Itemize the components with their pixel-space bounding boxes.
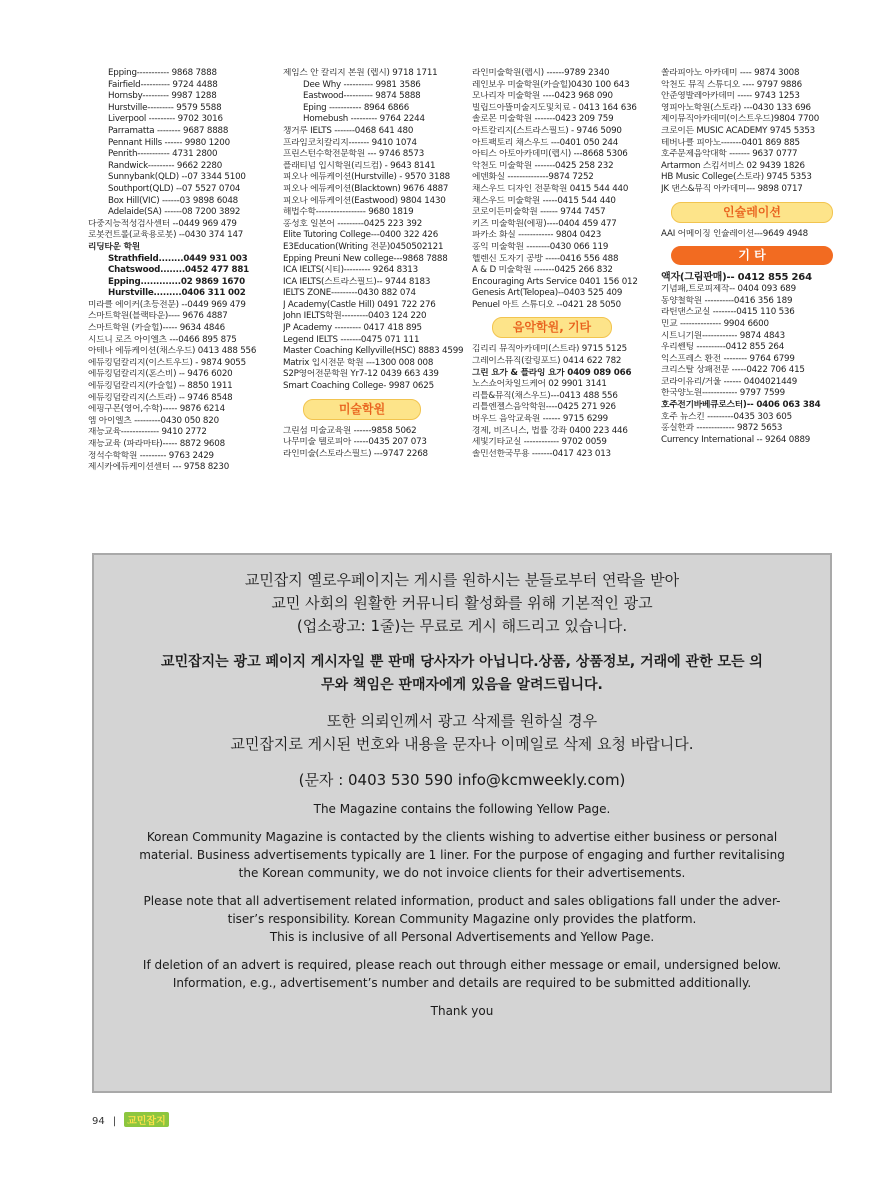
section-heading-others: 기 타 — [671, 246, 833, 265]
notice-english-line: material. Business advertisements typically are 1 liner. For the purpose of engaging and further revitalising — [139, 848, 785, 862]
listing-row: John IELTS학원---------0403 124 220 — [283, 311, 427, 322]
listing-row: A & D 미술학원 -------0425 266 832 — [472, 265, 613, 276]
listing-row: 버우드 음악교육원 ------ 9715 6299 — [472, 414, 609, 425]
notice-thanks: Thank you — [430, 1004, 494, 1018]
listing-row: 익스프레스 환전 -------- 9764 6799 — [661, 353, 795, 364]
notice-english-line: the Korean community, we do not invoice clients for their advertisements. — [238, 866, 686, 880]
listing-row: 테버나클 피아노-------0401 869 885 — [661, 137, 800, 148]
listing-row: 그레이스뮤직(칼링포드) 0414 622 782 — [472, 356, 622, 367]
listing-row: 김리리 뮤직아카데미(스트라) 9715 5125 — [472, 344, 627, 355]
notice-korean-line: 교민 사회의 원활한 커뮤니티 활성화를 위해 기본적인 광고 — [271, 594, 653, 612]
listing-row: Epping----------- 9868 7888 — [108, 68, 217, 78]
listing-row: 아테나 에듀케이션(채스우드) 0413 488 556 — [88, 346, 257, 357]
listing-row: 한국양노원------------ 9797 7599 — [661, 388, 785, 399]
listing-row: Artarmon 스킴서비스 02 9439 1826 — [661, 160, 805, 171]
notice-korean-line: 또한 의뢰인께서 광고 삭제를 원하실 경우 — [326, 712, 598, 730]
listing-row: 스마트학원(블랙타운)---- 9676 4887 — [88, 311, 228, 322]
listing-row: Homebush --------- 9764 2244 — [303, 114, 425, 125]
listing-row: 리틀엔젤스음악학원----0425 271 926 — [472, 402, 616, 413]
listing-row: Eastwood---------- 9874 5888 — [303, 91, 421, 102]
listing-row: Master Coaching Kellyville(HSC) 8883 4599 — [283, 346, 464, 357]
listing-row: E3Education(Writing 전문)0450502121 — [283, 241, 444, 252]
listing-row: Sunnybank(QLD) --07 3344 5100 — [108, 172, 246, 183]
listing-row: 솔로몬 미술학원 -------0423 209 759 — [472, 114, 614, 125]
listing-row: 정석수학학원 --------- 9763 2429 — [88, 450, 214, 461]
notice-korean-line: 교민잡지 옐로우페이지는 게시를 원하시는 분들로부터 연락을 받아 — [244, 571, 680, 589]
notice-english-line: Korean Community Magazine is contacted by the clients wishing to advertise either business or personal — [146, 830, 778, 844]
notice-english-line: tiser’s responsibility. Korean Community Magazine only provides the platform. — [227, 912, 697, 926]
listing-row: Box Hill(VIC) ------03 9898 6048 — [108, 195, 238, 206]
listing-row: ICA IELTS(스트라스필드)-- 9744 8183 — [283, 276, 431, 287]
listing-row: 아티스 아토아카데미(렙시) ---8668 5306 — [472, 149, 628, 160]
listing-row: 세빛기타교실 ------------ 9702 0059 — [472, 437, 607, 448]
listing-row: 코라이유리/거울 ------ 0404021449 — [661, 376, 798, 387]
listing-row: 동양철학원 ----------0416 356 189 — [661, 295, 793, 306]
listing-row: JK 댄스&뮤직 아카데미--- 9898 0717 — [661, 183, 803, 194]
page-footer — [92, 1112, 169, 1127]
listing-row: 라인미술학원(렙시) ------9789 2340 — [472, 68, 610, 78]
listing-row: 홍실한과 ------------- 9872 5653 — [661, 423, 783, 434]
listing-row: 피오나 에듀케이션(Blacktown) 9676 4887 — [283, 183, 449, 194]
listing-row: 빌립드아뜰미술지도및치료 - 0413 164 636 — [472, 102, 637, 113]
listing-row: Penrith----------- 4731 2800 — [108, 149, 218, 160]
listing-row: 경제, 비즈니스, 법률 강좌 0400 223 446 — [472, 425, 628, 436]
listing-row: 제임스 안 칼리지 본원 (렙시) 9718 1711 — [283, 68, 438, 78]
listing-row: Matrix 입시전문 학원 ---1300 008 008 — [283, 357, 434, 368]
listing-row: Hornsby--------- 9987 1288 — [108, 91, 217, 102]
listing-row: 에듀킹덤칼리지(스트라) -- 9746 8548 — [88, 392, 233, 403]
listing-row: 안준영발레아카데미 ----- 9743 1253 — [661, 91, 800, 102]
listing-row: ICA IELTS(시티)--------- 9264 8313 — [283, 265, 418, 276]
listing-row: 기념패,트로피제작-- 0404 093 689 — [661, 284, 796, 295]
listing-row: Penuel 아트 스튜디오 --0421 28 5050 — [472, 299, 621, 310]
listing-row: 아트칼리지(스트라스필드) - 9746 5090 — [472, 125, 622, 136]
listing-row: 피오나 에듀케이션(Hurstville) - 9570 3188 — [283, 172, 450, 183]
column-2 — [283, 68, 471, 460]
listing-row: Epping Preuni New college---9868 7888 — [283, 253, 448, 264]
listing-row: 채스우드 디자인 전문학원 0415 544 440 — [472, 183, 629, 194]
listing-row: Legend IELTS -------0475 071 111 — [283, 334, 420, 345]
listing-row: 헬렌신 도자기 공방 -----0416 556 488 — [472, 253, 619, 264]
listing-row: 호주 뉴스킨 ---------0435 303 605 — [661, 411, 792, 422]
listing-row: 리틀&뮤직(채스우드)---0413 488 556 — [472, 390, 618, 401]
listing-row: 민교 -------------- 9904 6600 — [661, 318, 769, 329]
page-number: 94 — [92, 1116, 105, 1127]
listing-row: 크리스탈 상패전문 -----0422 706 415 — [661, 365, 805, 376]
listing-row: 그린섬 미술교육원 ------9858 5062 — [283, 425, 417, 436]
notice-english-intro: The Magazine contains the following Yellow Page. — [313, 802, 611, 816]
listing-row: HB Music College(스토라) 9745 5353 — [661, 172, 812, 183]
column-1 — [88, 68, 265, 474]
listing-row: 에핑구몬(영어,수학)----- 9876 6214 — [88, 404, 225, 415]
listing-row: 홍성호 일본어 ---------0425 223 392 — [283, 218, 423, 229]
listing-row: 라인미술(스토라스필드) ---9747 2268 — [283, 448, 428, 459]
listing-row: 에듀킹덤칼리지(혼스비) -- 9476 6020 — [88, 369, 233, 380]
listing-row: 호주문제음악대학 ------- 9637 0777 — [661, 149, 798, 160]
listing-row: Fairfield---------- 9724 4488 — [108, 79, 218, 90]
listing-row: Elite Tutoring College---0400 322 426 — [283, 230, 439, 241]
listing-row: 라틴댄스교실 --------0415 110 536 — [661, 307, 795, 318]
column-4 — [661, 68, 841, 446]
footer-separator: | — [112, 1116, 117, 1127]
listing-row: 채스우드 미술학원 -----0415 544 440 — [472, 195, 616, 206]
listing-row: 레인보우 미술학원(카슬힐)0430 100 643 — [472, 79, 630, 90]
notice-korean-line: 무와 책임은 판매자에게 있음을 알려드립니다. — [321, 677, 603, 693]
listing-row: 그린 요가 & 플라잉 요가 0409 089 066 — [472, 367, 632, 378]
listing-row: Strathfield........0449 931 003 — [108, 253, 248, 264]
listing-row: 솔민선한국무용 -------0417 423 013 — [472, 448, 611, 459]
listing-row: 해법수학----------------- 9680 1819 — [283, 207, 414, 218]
listing-row: 제시카에듀케이션센터 --- 9758 8230 — [88, 462, 230, 473]
listing-row: 시드니 로즈 아이엘츠 ---0466 895 875 — [88, 334, 237, 345]
listing-row: S2P영어전문학원 Yr7-12 0439 663 439 — [283, 369, 439, 380]
listing-row: Encouraging Arts Service 0401 156 012 — [472, 276, 638, 287]
listing-row: Randwick--------- 9662 2280 — [108, 160, 223, 171]
listing-row: 다중지능적성검사센터 --0449 969 479 — [88, 218, 237, 229]
notice-english-line: If deletion of an advert is required, please reach out through either message or email, undersigned below. — [142, 958, 782, 972]
listing-row: IELTS ZONE---------0430 882 074 — [283, 288, 416, 299]
listing-row: 시트니기원------------ 9874 4843 — [661, 330, 785, 341]
listing-row: 코로이든미술학원 ------ 9744 7457 — [472, 207, 606, 218]
listing-row: 액자(그림판매)-- 0412 855 264 — [661, 272, 812, 284]
listing-row: 크로이든 MUSIC ACADEMY 9745 5353 — [661, 125, 816, 136]
column-3 — [472, 68, 662, 460]
listing-row: Southport(QLD) --07 5527 0704 — [108, 183, 241, 194]
listing-row: 스마트학원 (카슬힐)----- 9634 4846 — [88, 323, 225, 334]
listing-row: 아트팩토리 채스우드 ---0401 050 244 — [472, 137, 619, 148]
listing-row: 프라임코치칼리지------- 9410 1074 — [283, 137, 417, 148]
listing-row: 나무미술 텔로피아 -----0435 207 073 — [283, 437, 427, 448]
notice-korean-line: 교민잡지로 게시된 번호와 내용을 문자나 이메일로 삭제 요청 바랍니다. — [230, 735, 694, 753]
listing-row: Dee Why ---------- 9981 3586 — [303, 79, 421, 90]
listing-row: 악천도 미술학원 -------0425 258 232 — [472, 160, 614, 171]
yellow-page-columns — [88, 68, 840, 546]
notice-contact: (문자 : 0403 530 590 info@kcmweekly.com) — [298, 771, 626, 789]
section-heading-insulation: 인슐레이션 — [671, 202, 833, 223]
notice-english-line: Please note that all advertisement related information, product and sales obligations fall under the adver- — [143, 894, 781, 908]
listing-row: 파카소 화실 ------------ 9804 0423 — [472, 230, 602, 241]
listing-row: Chatswood........0452 477 881 — [108, 265, 250, 276]
listing-row: 우리쎈팅 ----------0412 855 264 — [661, 342, 785, 353]
notice-korean-line: 교민잡지는 광고 페이지 게시자일 뿐 판매 당사자가 아닙니다.상품, 상품정보, 거래에 관한 모든 의 — [161, 654, 763, 670]
listing-row: Liverpool --------- 9702 3016 — [108, 114, 223, 125]
listing-row: Currency International -- 9264 0889 — [661, 434, 811, 445]
magazine-logo: 교민잡지 — [124, 1112, 169, 1127]
listing-row: 플래티넘 입시학원(리드컴) - 9643 8141 — [283, 160, 436, 171]
listing-row: JP Academy --------- 0417 418 895 — [283, 323, 422, 334]
listing-row: 쏠라피아노 아카데미 ---- 9874 3008 — [661, 68, 800, 78]
listing-row: 미라클 에이커(초등전문) --0449 969 479 — [88, 299, 246, 310]
listing-row: Genesis Art(Telopea)--0403 525 409 — [472, 288, 623, 299]
listing-row: Hurstville--------- 9579 5588 — [108, 102, 222, 113]
listing-row: 에듀킹덤칼리지(이스트우드) - 9874 9055 — [88, 357, 246, 368]
notice-english-line: Information, e.g., advertisement’s number and details are required to be submitted additionally. — [172, 976, 752, 990]
notice-box — [92, 553, 832, 1093]
listing-row: Smart Coaching College- 9987 0625 — [283, 381, 434, 392]
listing-row: 에듀킹덤칼리지(카슬힐) -- 8850 1911 — [88, 381, 233, 392]
listing-row: 로봇컨트롤(교육용로봇) --0430 374 147 — [88, 230, 244, 241]
listing-row: J Academy(Castle Hill) 0491 722 276 — [283, 299, 436, 310]
listing-row: 프린스턴수학전문학원 --- 9746 8573 — [283, 149, 425, 160]
listing-row: 리딩타운 학원 — [88, 241, 140, 252]
listing-row: Hurstville.........0406 311 002 — [108, 288, 246, 299]
listing-row: Parramatta -------- 9687 8888 — [108, 125, 229, 136]
listing-row: Epping.............02 9869 1670 — [108, 276, 245, 287]
listing-row: Eping ----------- 8964 6866 — [303, 102, 410, 113]
listing-row: 모나리자 미술학원 ----0423 968 090 — [472, 91, 613, 102]
listing-row: 재능교육------------- 9410 2772 — [88, 427, 207, 438]
listing-row: 제이뮤직아카데미(이스트우드)9804 7700 — [661, 114, 820, 125]
listing-row: AAI 어메이징 인슐레이션---9649 4948 — [661, 228, 808, 239]
listing-row: 키즈 미술학원(에핑)----0404 459 477 — [472, 218, 617, 229]
section-heading-music-academy: 음악학원, 기타 — [492, 317, 612, 338]
notice-english-line: This is inclusive of all Personal Advertisements and Yellow Page. — [269, 930, 655, 944]
listing-row: 노스쇼어차일드케어 02 9901 3141 — [472, 379, 607, 390]
listing-row: 챙거루 IELTS -------0468 641 480 — [283, 125, 414, 136]
notice-korean-line: (업소광고: 1줄)는 무료로 게시 해드리고 있습니다. — [296, 617, 628, 635]
listing-row: 피오나 에듀케이션(Eastwood) 9804 1430 — [283, 195, 446, 206]
section-heading-art-academy: 미술학원 — [303, 399, 421, 420]
listing-row: 재능교육 (파라마타)----- 8872 9608 — [88, 439, 225, 449]
listing-row: 엠 아이엘츠 ---------0430 050 820 — [88, 415, 219, 426]
listing-row: 호주전기바베큐로스터)-- 0406 063 384 — [661, 400, 821, 411]
listing-row: 악천도 뮤직 스튜디오 ---- 9797 9886 — [661, 79, 802, 90]
listing-row: Adelaide(SA) ------08 7200 3892 — [108, 207, 241, 218]
listing-row: 영피아노학원(스토라) ---0430 133 696 — [661, 102, 811, 113]
listing-row: Pennant Hills ------ 9980 1200 — [108, 137, 230, 148]
listing-row: 홍익 미술학원 --------0430 066 119 — [472, 241, 609, 252]
listing-row: 에덴화실 --------------9874 7252 — [472, 172, 594, 183]
